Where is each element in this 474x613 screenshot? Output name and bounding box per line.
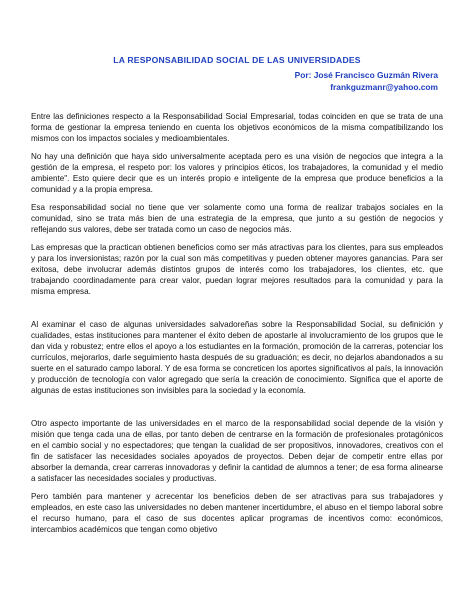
author-block bbox=[295, 69, 438, 93]
author-name: Por: José Francisco Guzmán Rivera bbox=[294, 70, 438, 80]
paragraph: Pero también para mantener y acrecentar los beneficios deben de ser atractivas para sus trabajadores y empleados, en este caso las universidades no deben mantener incertidumbre, el abuso en el tiempo laboral sobre el recurso humano, para el caso de sus docentes aplicar programas de incentivos como: económicos, intercambios académicos que tengan como objetivo bbox=[31, 492, 443, 534]
paragraph: Otro aspecto importante de las universidades en el marco de la responsabilidad social depende de la visión y misión que tenga cada una de ellas, por tanto deben de centrarse en la formación de profesionales protagónicos en el cambio social y no espectadores; que tengan la cualidad de ser propositivos, innovadores, creativos con el fin de satisfacer las necesidades sociales apoyados de proyectos. Deben dejar de competir entre ellas por absorber la demanda, crear carreras innovadoras y definir la cantidad de alumnos a tener; de esa forma alinearse a satisfacer las necesidades sociales y productivas. bbox=[31, 419, 443, 483]
document-title: LA RESPONSABILIDAD SOCIAL DE LAS UNIVERSIDADES bbox=[113, 55, 361, 65]
author-email: frankguzmanr@yahoo.com bbox=[330, 82, 438, 92]
paragraph: Esa responsabilidad social no tiene que ver solamente como una forma de realizar trabajos sociales en la comunidad, sino se trata más bien de una estrategia de la empresa, que junto a su gestión de negocios y reflejando sus valores, debe ser tratada como un caso de negocios más. bbox=[31, 203, 443, 234]
paragraph: Al examinar el caso de algunas universidades salvadoreñas sobre la Responsabilidad Social, su definición y cualidades, estas instituciones para mantener el éxito deben de apostarle al involucramiento de los grupos que le dan vida y robustez; entre ellos el apoyo a los estudiantes en la formación, promoción de la carreras, potenciar los currículos, mejorarlos, darle seguimiento hasta después de su graduación; es decir, no dejarlos abandonados a su suerte en el saturado campo laboral. Y de esa forma se concreticen los aportes significativos al país, la innovación y producción de tecnología con valor agregado que sería la creación de conocimiento. Significa que el aporte de algunas de estas instituciones son invisibles para la sociedad y la economía. bbox=[31, 320, 443, 395]
paragraph: Las empresas que la practican obtienen beneficios como ser más atractivas para los clientes, para sus empleados y para los inversionistas; razón por la cual son más competitivas y pueden obtener mayores ganancias. Para ser exitosa, debe involucrar además distintos grupos de interés como los trabajadores, los clientes, etc. que trabajando coordinadamente para crear valor, puedan lograr mejores resultados para la comunidad y para la misma empresa. bbox=[31, 243, 443, 296]
document-body bbox=[31, 111, 443, 542]
paragraph: Entre las definiciones respecto a la Responsabilidad Social Empresarial, todas coinciden en que se trata de una forma de gestionar la empresa teniendo en cuenta los objetivos económicos de la misma compatibilizando los mismos con los impactos sociales y medioambientales. bbox=[31, 112, 443, 143]
paragraph: No hay una definición que haya sido universalmente aceptada pero es una visión de negocios que integra a la gestión de la empresa, el respeto por: los valores y principios éticos, los trabajadores, la comunidad y el medio ambiente". Esto quiere decir que es un interés propio e inteligente de la empresa que produce beneficios a la comunidad y a la propia empresa. bbox=[31, 152, 443, 194]
